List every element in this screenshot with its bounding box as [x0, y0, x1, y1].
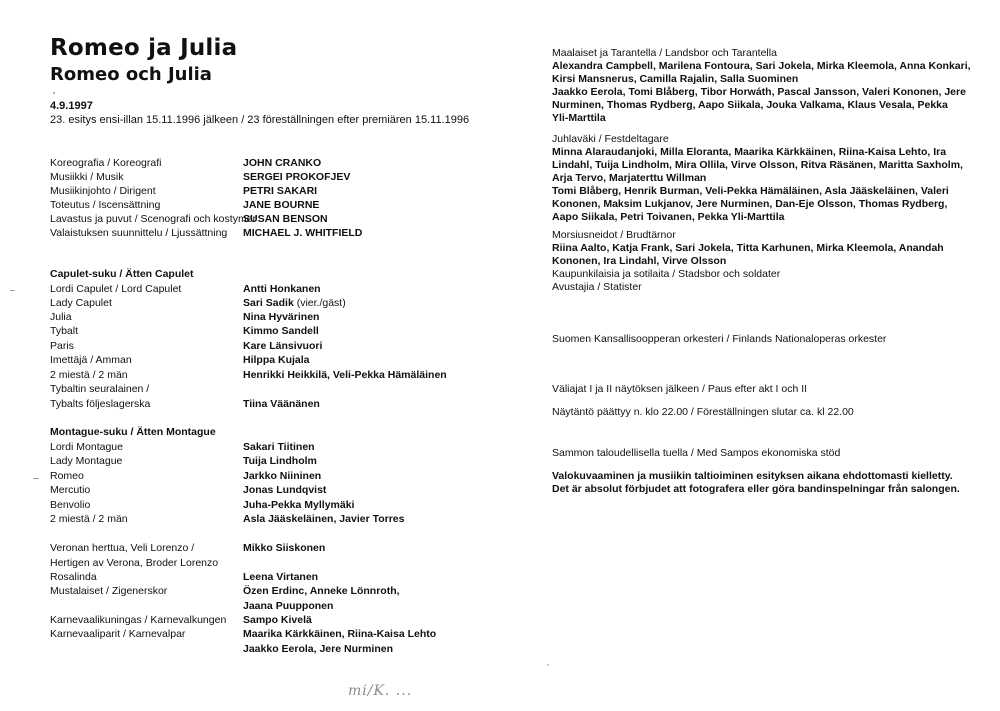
brides-label: Morsiusneidot / Brudtärnor	[552, 229, 676, 241]
peasants-block	[552, 47, 972, 125]
credit-name: SERGEI PROKOFJEV	[243, 171, 351, 183]
performance-subtitle: 23. esitys ensi-illan 15.11.1996 jälkeen / 23 föreställningen efter premiären 15.11.1996	[50, 114, 470, 126]
festive-line: Tomi Blåberg, Henrik Burman, Veli-Pekka Hämäläinen, Asla Jääskeläinen, Valeri	[552, 185, 949, 197]
title-finnish: Romeo ja Julia	[50, 35, 238, 61]
intermission-note: Väliajat I ja II näytöksen jälkeen / Paus efter akt I och II	[552, 383, 808, 395]
peasants-line: Nurminen, Thomas Rydberg, Aapo Siikala, Jouka Valkama, Klaus Vesala, Pekka	[552, 99, 948, 111]
warning-line: Det är absolut förbjudet att fotografera eller göra bandinspelningar från salongen.	[552, 483, 960, 495]
credit-role: Valaistuksen suunnittelu / Ljussättning	[50, 227, 228, 239]
credit-role: Musiikinjohto / Dirigent	[50, 185, 156, 197]
warning-line: Valokuvaaminen ja musiikin taltioiminen esityksen aikana ehdottomasti kielletty.	[552, 470, 953, 482]
credit-name: JOHN CRANKO	[243, 157, 322, 169]
peasants-line: Jaakko Eerola, Tomi Blåberg, Tibor Horwáth, Pascal Jansson, Valeri Kononen, Jere	[552, 86, 966, 98]
credit-name: PETRI SAKARI	[243, 185, 318, 197]
brides-line: Kononen, Ira Lindahl, Virve Olsson	[552, 255, 727, 267]
credit-role: Toteutus / Iscensättning	[50, 199, 161, 211]
festive-line: Aapo Siikala, Petri Toivanen, Pekka Yli-Marttila	[552, 211, 785, 223]
credit-name: SUSAN BENSON	[243, 213, 328, 225]
brides-block	[552, 229, 972, 294]
end-time-note: Näytäntö päättyy n. klo 22.00 / Föreställningen slutar ca. kl 22.00	[552, 406, 854, 418]
peasants-line: Alexandra Campbell, Marilena Fontoura, Sari Jokela, Mirka Kleemola, Anna Konkari,	[552, 60, 971, 72]
festive-line: Minna Alaraudanjoki, Milla Eloranta, Maarika Kärkkäinen, Riina-Kaisa Lehto, Ira	[552, 146, 947, 158]
photography-warning	[552, 470, 972, 496]
festive-line: Lindahl, Tuija Lindholm, Mira Ollila, Virve Olsson, Ritva Räsänen, Maritta Saxholm,	[552, 159, 963, 171]
peasants-label: Maalaiset ja Tarantella / Landsbor och Tarantella	[552, 47, 777, 59]
peasants-line: Yli-Marttila	[552, 112, 606, 124]
credit-role: Koreografia / Koreografi	[50, 157, 162, 169]
festive-line: Arja Tervo, Marjaterttu Willman	[552, 172, 707, 184]
orchestra: Suomen Kansallisoopperan orkesteri / Finlands Nationaloperas orkester	[552, 333, 887, 345]
sponsor-note: Sammon taloudellisella tuella / Med Sampos ekonomiska stöd	[552, 447, 841, 459]
credit-name: MICHAEL J. WHITFIELD	[243, 227, 363, 239]
credit-name: JANE BOURNE	[243, 199, 320, 211]
festive-label: Juhlaväki / Festdeltagare	[552, 133, 669, 145]
festive-block	[552, 133, 972, 224]
handwritten-note: mi/K. ...	[348, 683, 413, 699]
performance-date: 4.9.1997	[50, 100, 93, 112]
peasants-line: Kirsi Mansnerus, Camilla Rajalin, Salla Suominen	[552, 73, 799, 85]
credit-role: Lavastus ja puvut / Scenografi och kostymer	[50, 213, 257, 225]
scan-mark	[547, 664, 549, 666]
brides-line: Riina Aalto, Katja Frank, Sari Jokela, Titta Karhunen, Mirka Kleemola, Anandah	[552, 242, 944, 254]
credit-role: Musiikki / Musik	[50, 171, 124, 183]
extras-label: Avustajia / Statister	[552, 281, 642, 293]
scan-mark	[33, 478, 39, 479]
festive-line: Kononen, Maksim Lukjanov, Jere Nurminen, Dan-Eje Olsson, Thomas Rydberg,	[552, 198, 948, 210]
citizens-label: Kaupunkilaisia ja sotilaita / Stadsbor och soldater	[552, 268, 781, 280]
title-swedish: Romeo och Julia	[50, 64, 212, 85]
scan-mark	[53, 92, 55, 94]
scan-mark	[10, 290, 15, 291]
